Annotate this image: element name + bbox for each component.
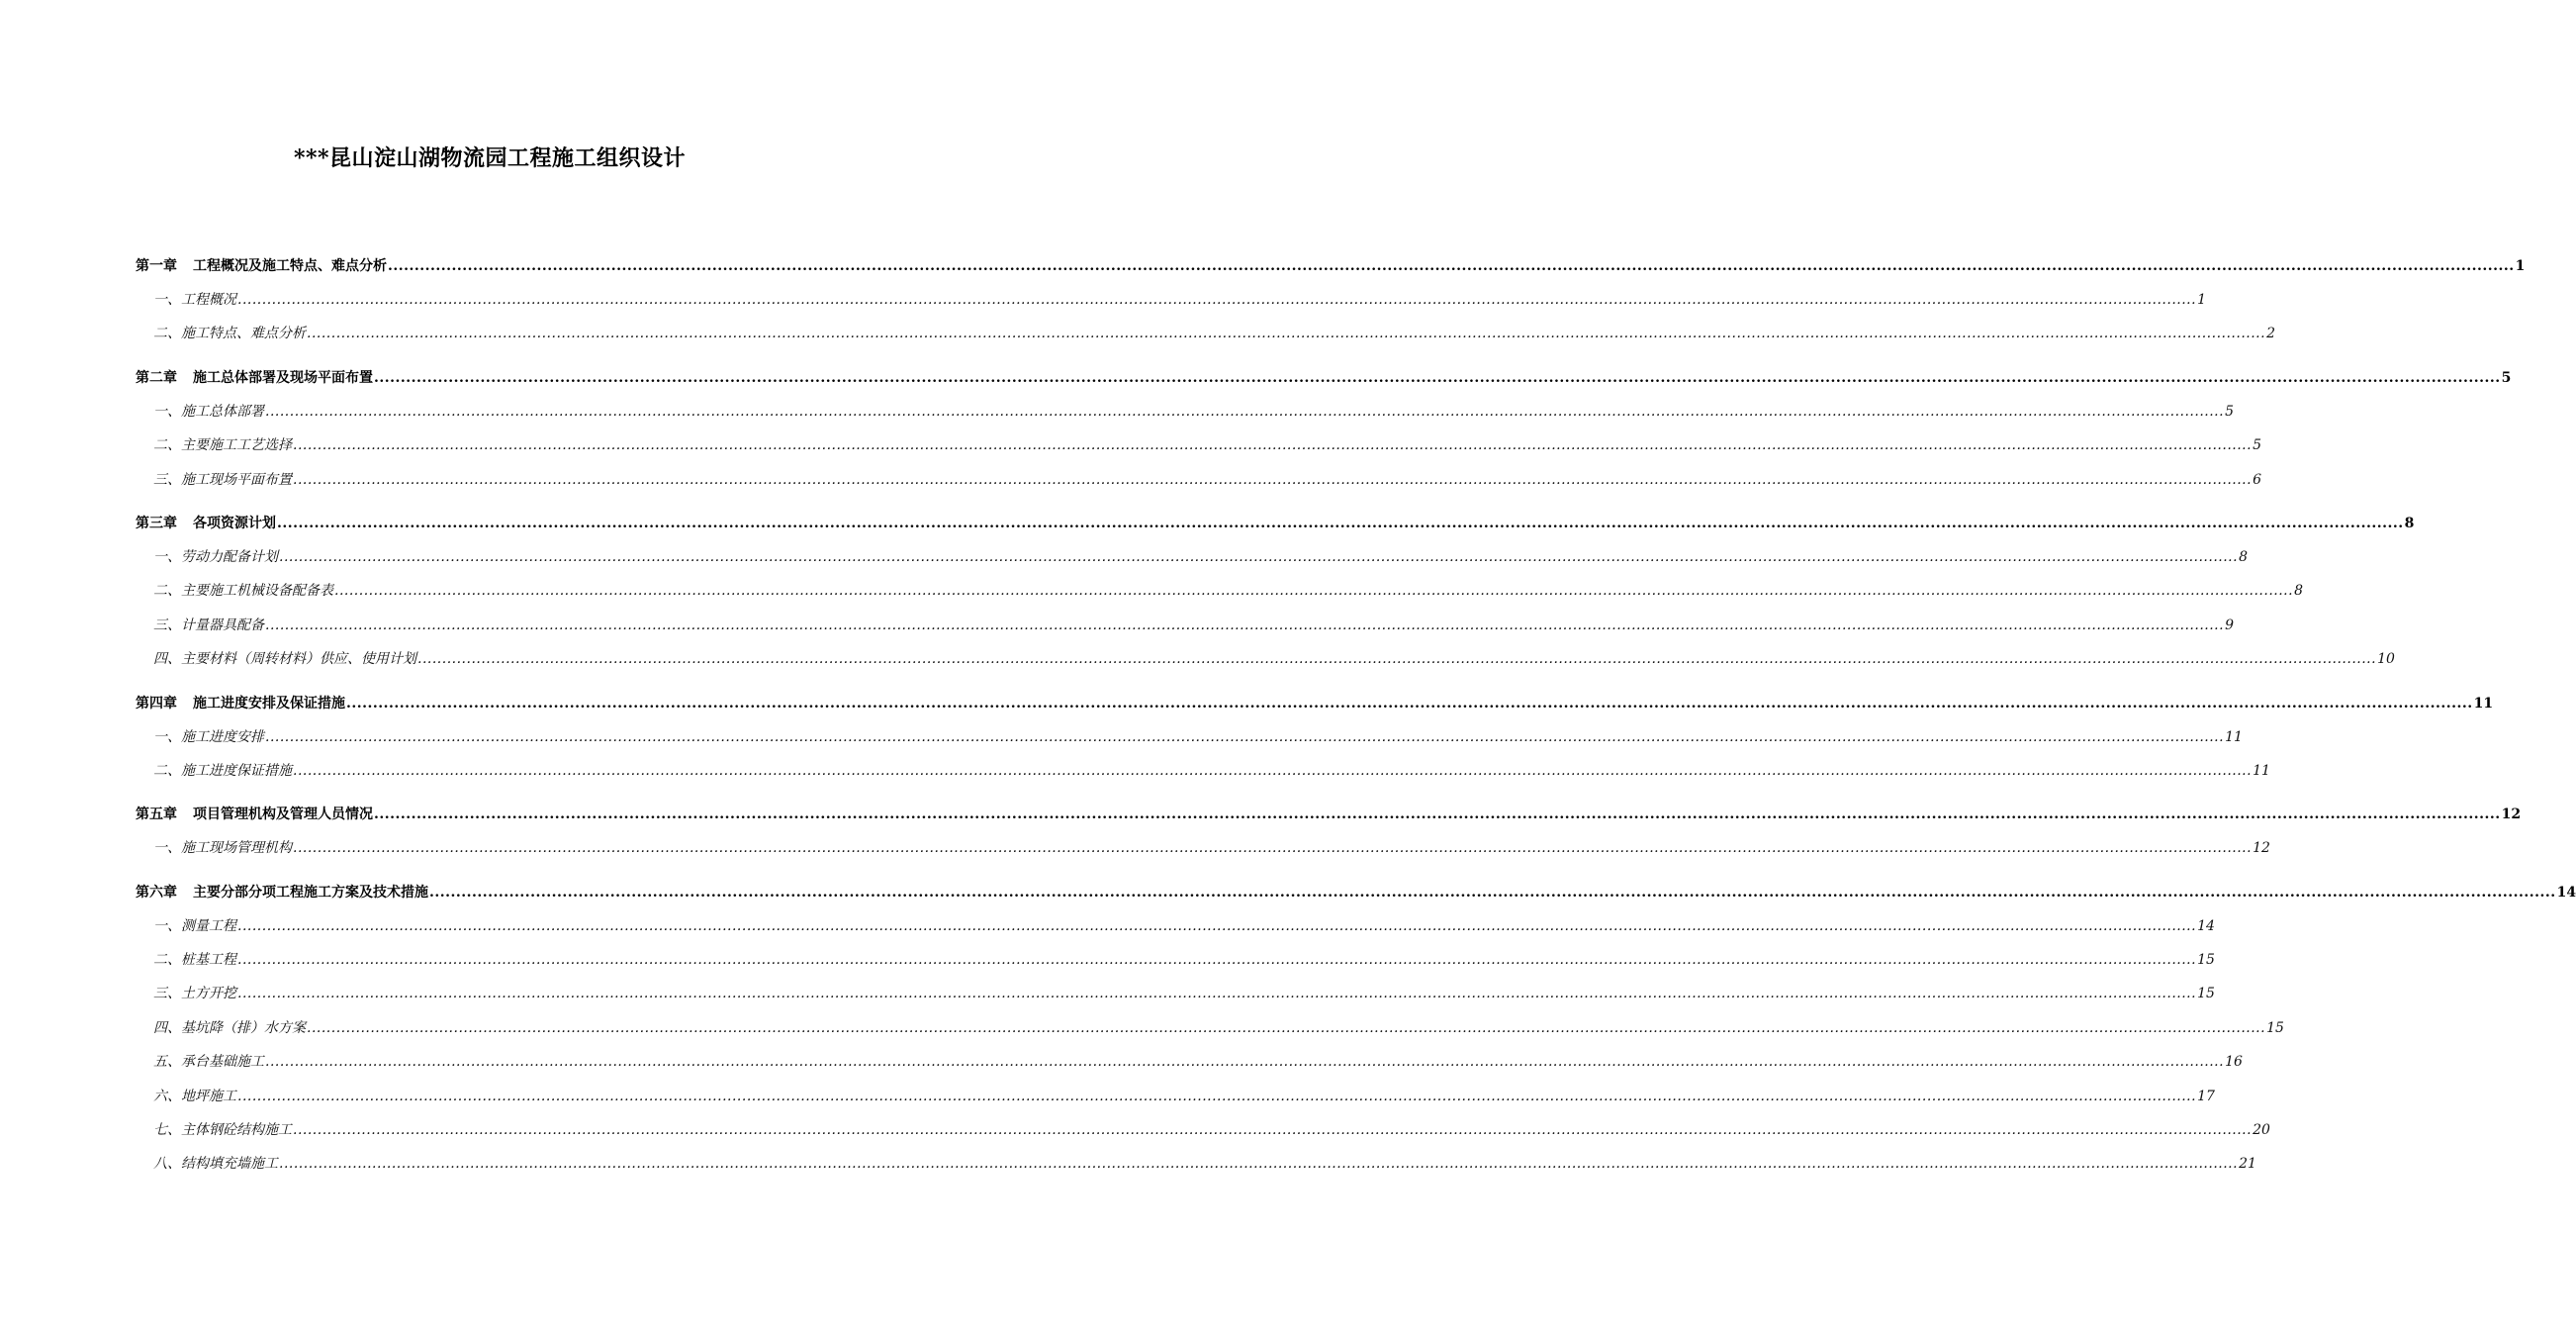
- toc-chapter-entry[interactable]: [136, 876, 2576, 909]
- dot-leader: ................................................................................................................................................................................................................................................................................................................................................................................................................: [237, 292, 2197, 308]
- toc-section-entry[interactable]: [136, 642, 2395, 676]
- toc-section-entry[interactable]: [136, 317, 2275, 350]
- toc-chapter-entry[interactable]: [136, 361, 2512, 395]
- toc-section-entry[interactable]: [136, 463, 2261, 497]
- dot-leader: ................................................................................................................................................................................................................................................................................................................................................................................................................: [374, 369, 2501, 386]
- toc-page-number: 11: [2253, 762, 2270, 779]
- toc-section-entry[interactable]: [136, 909, 2215, 943]
- toc-page-number: 12: [2253, 840, 2270, 857]
- toc-section-entry[interactable]: [136, 831, 2270, 865]
- toc-page-number: 15: [2197, 952, 2215, 969]
- toc-chapter-number: 第六章: [136, 884, 177, 901]
- toc-chapter-label: [136, 876, 428, 909]
- toc-chapter-number: 第一章: [136, 258, 177, 274]
- dot-leader: ................................................................................................................................................................................................................................................................................................................................................................................................................: [279, 1156, 2239, 1173]
- toc-page-number: 15: [2266, 1019, 2284, 1036]
- toc-page-number: 2: [2266, 326, 2275, 342]
- toc-page-number: 17: [2197, 1088, 2215, 1104]
- dot-leader: ................................................................................................................................................................................................................................................................................................................................................................................................................: [279, 548, 2239, 565]
- toc-chapter-entry[interactable]: [136, 249, 2526, 283]
- dot-leader: ................................................................................................................................................................................................................................................................................................................................................................................................................: [237, 986, 2197, 1002]
- toc-chapter-title: 施工进度安排及保证措施: [193, 695, 345, 712]
- dot-leader: ................................................................................................................................................................................................................................................................................................................................................................................................................: [293, 762, 2253, 779]
- toc-section-entry[interactable]: [136, 540, 2248, 574]
- toc-section-title: 四、基坑降（排）水方案: [153, 1019, 306, 1036]
- toc-chapter-number: 第二章: [136, 369, 177, 386]
- toc-page-number: 8: [2404, 515, 2415, 531]
- toc-chapter-title: 各项资源计划: [193, 515, 276, 531]
- dot-leader: ................................................................................................................................................................................................................................................................................................................................................................................................................: [265, 617, 2225, 633]
- toc-page-number: 16: [2225, 1054, 2243, 1071]
- toc-section-entry[interactable]: [136, 283, 2206, 317]
- toc-page-number: 14: [2556, 884, 2576, 901]
- toc-section-title: 七、主体钢砼结构施工: [153, 1122, 292, 1139]
- table-of-contents: [136, 249, 2576, 1182]
- toc-section-title: 三、计量器具配备: [153, 617, 264, 633]
- toc-section-title: 二、施工进度保证措施: [153, 762, 292, 779]
- toc-section-title: 二、施工特点、难点分析: [153, 326, 306, 342]
- toc-section-title: 五、承台基础施工: [153, 1054, 264, 1071]
- toc-chapter-entry[interactable]: [136, 798, 2522, 831]
- toc-section-title: 一、施工总体部署: [153, 403, 264, 420]
- dot-leader: ................................................................................................................................................................................................................................................................................................................................................................................................................: [265, 728, 2225, 745]
- toc-page-number: 6: [2253, 471, 2261, 488]
- toc-section-entry[interactable]: [136, 1080, 2215, 1113]
- toc-section-title: 八、结构填充墙施工: [153, 1156, 278, 1173]
- toc-section-entry[interactable]: [136, 977, 2215, 1010]
- toc-chapter-title: 项目管理机构及管理人员情况: [193, 807, 373, 823]
- toc-page-number: 11: [2225, 728, 2243, 745]
- toc-section-title: 三、土方开挖: [153, 986, 236, 1002]
- dot-leader: ................................................................................................................................................................................................................................................................................................................................................................................................................: [307, 1019, 2266, 1036]
- toc-section-title: 一、测量工程: [153, 917, 236, 934]
- dot-leader: ................................................................................................................................................................................................................................................................................................................................................................................................................: [346, 695, 2473, 712]
- toc-chapter-title: 工程概况及施工特点、难点分析: [193, 258, 387, 274]
- toc-section-title: 六、地坪施工: [153, 1088, 236, 1104]
- toc-chapter-number: 第三章: [136, 515, 177, 531]
- dot-leader: ................................................................................................................................................................................................................................................................................................................................................................................................................: [265, 403, 2225, 420]
- toc-section-entry[interactable]: [136, 754, 2270, 788]
- toc-section-entry[interactable]: [136, 1113, 2270, 1147]
- toc-chapter-entry[interactable]: [136, 507, 2415, 540]
- toc-section-entry[interactable]: [136, 943, 2215, 977]
- toc-page-number: 5: [2253, 437, 2261, 454]
- toc-section-entry[interactable]: [136, 1147, 2256, 1181]
- dot-leader: ................................................................................................................................................................................................................................................................................................................................................................................................................: [429, 884, 2556, 901]
- toc-chapter-label: [136, 507, 276, 540]
- document-title: ***昆山淀山湖物流园工程施工组织设计: [293, 145, 687, 171]
- toc-section-title: 一、工程概况: [153, 292, 236, 308]
- toc-section-title: 三、施工现场平面布置: [153, 471, 292, 488]
- dot-leader: ................................................................................................................................................................................................................................................................................................................................................................................................................: [237, 917, 2197, 934]
- toc-section-entry[interactable]: [136, 1045, 2243, 1079]
- toc-section-title: 二、主要施工工艺选择: [153, 437, 292, 454]
- dot-leader: ................................................................................................................................................................................................................................................................................................................................................................................................................: [293, 1122, 2253, 1139]
- toc-chapter-title: 施工总体部署及现场平面布置: [193, 369, 373, 386]
- toc-page-number: 8: [2294, 583, 2303, 600]
- toc-page-number: 20: [2253, 1122, 2270, 1139]
- toc-section-title: 一、施工现场管理机构: [153, 840, 292, 857]
- toc-page-number: 10: [2377, 651, 2395, 668]
- toc-page-number: 5: [2501, 369, 2512, 386]
- dot-leader: ................................................................................................................................................................................................................................................................................................................................................................................................................: [417, 651, 2377, 668]
- toc-section-entry[interactable]: [136, 428, 2261, 462]
- toc-page-number: 11: [2473, 695, 2494, 712]
- toc-page-number: 12: [2501, 807, 2522, 823]
- toc-chapter-title: 主要分部分项工程施工方案及技术措施: [193, 884, 428, 901]
- toc-chapter-label: [136, 687, 345, 720]
- toc-page-number: 21: [2239, 1156, 2256, 1173]
- dot-leader: ................................................................................................................................................................................................................................................................................................................................................................................................................: [293, 840, 2253, 857]
- toc-section-title: 二、主要施工机械设备配备表: [153, 583, 333, 600]
- toc-section-title: 一、施工进度安排: [153, 728, 264, 745]
- toc-chapter-number: 第四章: [136, 695, 177, 712]
- toc-section-title: 二、桩基工程: [153, 952, 236, 969]
- toc-page-number: 5: [2225, 403, 2234, 420]
- toc-page-number: 8: [2239, 548, 2248, 565]
- toc-section-title: 一、劳动力配备计划: [153, 548, 278, 565]
- toc-page-number: 14: [2197, 917, 2215, 934]
- toc-chapter-label: [136, 361, 373, 395]
- toc-page-number: 9: [2225, 617, 2234, 633]
- toc-section-entry[interactable]: [136, 395, 2234, 428]
- dot-leader: ................................................................................................................................................................................................................................................................................................................................................................................................................: [265, 1054, 2225, 1071]
- dot-leader: ................................................................................................................................................................................................................................................................................................................................................................................................................: [388, 258, 2515, 274]
- toc-chapter-entry[interactable]: [136, 687, 2494, 720]
- dot-leader: ................................................................................................................................................................................................................................................................................................................................................................................................................: [237, 952, 2197, 969]
- toc-section-entry[interactable]: [136, 574, 2303, 608]
- toc-page-number: 15: [2197, 986, 2215, 1002]
- toc-section-title: 四、主要材料（周转材料）供应、使用计划: [153, 651, 416, 668]
- toc-section-entry[interactable]: [136, 720, 2243, 754]
- dot-leader: ................................................................................................................................................................................................................................................................................................................................................................................................................: [277, 515, 2404, 531]
- toc-chapter-label: [136, 249, 387, 283]
- toc-chapter-number: 第五章: [136, 807, 177, 823]
- toc-chapter-label: [136, 798, 373, 831]
- dot-leader: ................................................................................................................................................................................................................................................................................................................................................................................................................: [237, 1088, 2197, 1104]
- toc-section-entry[interactable]: [136, 1011, 2284, 1045]
- dot-leader: ................................................................................................................................................................................................................................................................................................................................................................................................................: [334, 583, 2294, 600]
- dot-leader: ................................................................................................................................................................................................................................................................................................................................................................................................................: [374, 807, 2501, 823]
- dot-leader: ................................................................................................................................................................................................................................................................................................................................................................................................................: [307, 326, 2266, 342]
- dot-leader: ................................................................................................................................................................................................................................................................................................................................................................................................................: [293, 437, 2253, 454]
- toc-page-number: 1: [2515, 258, 2526, 274]
- dot-leader: ................................................................................................................................................................................................................................................................................................................................................................................................................: [293, 471, 2253, 488]
- toc-section-entry[interactable]: [136, 609, 2234, 642]
- toc-page-number: 1: [2197, 292, 2206, 308]
